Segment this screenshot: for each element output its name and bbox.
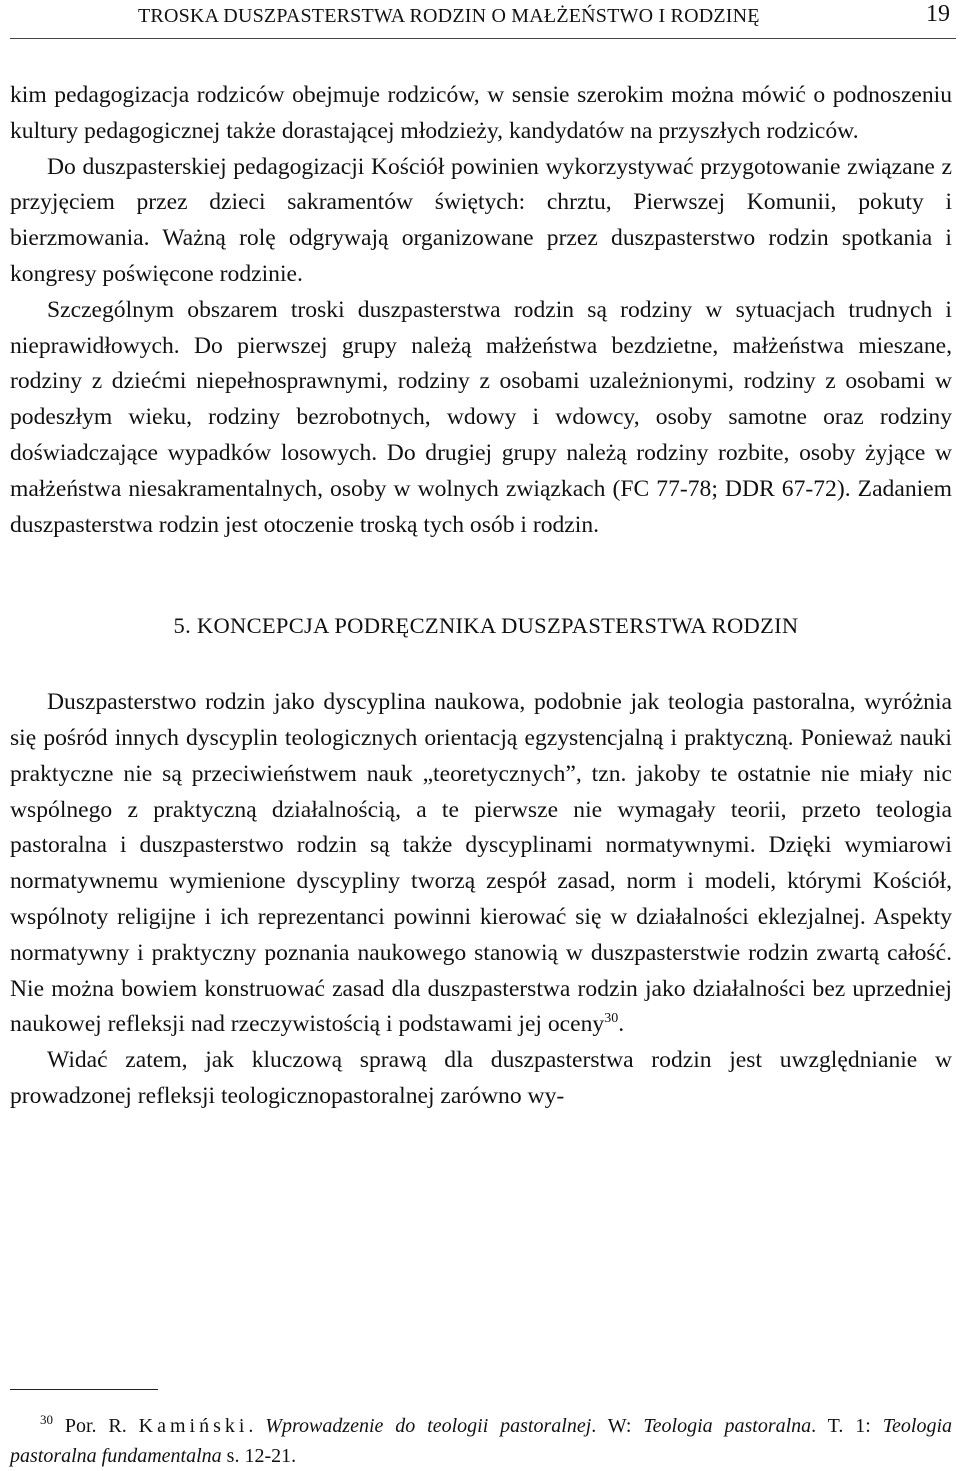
footnote-book: Teologia pastoralna: [643, 1415, 812, 1437]
running-title: TROSKA DUSZPASTERSTWA RODZIN O MAŁŻEŃSTWO I RODZINĘ: [138, 5, 760, 27]
footnote-ref[interactable]: 30: [604, 1011, 619, 1027]
footnote-subtitle: Teologia pastoralna fundamentalna: [10, 1415, 952, 1467]
running-header: [10, 0, 956, 39]
footnote: $^{30}$ Por. R. Kamiński. Wprowadzenie do teologii pastoralnej. W: Teologia pastoralna. T. 1: Teologia pastoralna fundamentalna s. 12-21.: [10, 1412, 952, 1467]
footnote-mark-wrap: [10, 1412, 53, 1437]
footnote-title: Wprowadzenie do teologii pastoralnej: [265, 1415, 592, 1437]
footnote-divider: [10, 1389, 158, 1390]
paragraph: Do duszpasterskiej pedagogizacji Kościół powinien wykorzystywać przygotowanie związane z przyjęciem przez dzieci sakramentów świętych: chrztu, Pierwszej Komunii, pokuty i bierzmowania. Ważną rolę odgrywają organizowane przez duszpasterstwo rodzin spotkania i kongresy poświęcone rodzinie.: [10, 153, 952, 287]
paragraph: Widać zatem, jak kluczową sprawą dla duszpasterstwa rodzin jest uwzględnianie w prowadzonej refleksji teologicznopastoralnej zarówno wy-: [10, 1047, 952, 1109]
paragraph-end: .: [618, 1011, 625, 1038]
paragraph-continued: kim pedagogizacja rodziców obejmuje rodziców, w sensie szerokim można mówić o podnoszeniu kultury pedagogicznej także dorastającej młodzieży, kandydatów na przyszłych rodziców.: [10, 82, 952, 144]
footnote-pages: s. 12-21.: [226, 1445, 297, 1467]
page-number: 19: [926, 1, 950, 27]
footnote-volume: . T. 1:: [811, 1415, 871, 1437]
paragraph-text: Duszpasterstwo rodzin jako dyscyplina naukowa, podobnie jak teologia pastoralna, wyróżnia się pośród innych dyscyplin teologicznych orientacją egzystencjalną i praktyczną. Ponieważ nauki praktyczne nie są przeciwieństwem nauk „teoretycznych”, tzn. jakoby te ostatnie nie miały nic wspólnego z praktyczną działalnością, a te pierwsze nie wymagały teorii, przeto teologia pastoralna i duszpasterstwo rodzin są także dyscyplinami normatywnymi. Dzięki wymiarowi normatywnemu wymienione dyscypliny tworzą zespół zasad, norm i modeli, którymi Kościół, wspólnoty religijne i ich reprezentanci powinni kierować się w działalności eklezjalnej. Aspekty normatywny i praktyczny poznania naukowego stanowią w duszpasterstwie rodzin zwartą całość. Nie można bowiem konstruować zasad dla duszpasterstwa rodzin jako działalności bez uprzedniej naukowej refleksji nad rzeczywistością i podstawami jej oceny: [10, 689, 952, 1038]
main-text: [10, 78, 952, 1115]
paragraph: [10, 685, 952, 1043]
paragraph: Szczególnym obszarem troski duszpasterstwa rodzin są rodziny w sytuacjach trudnych i nieprawidłowych. Do pierwszej grupy należą małżeństwa bezdzietne, małżeństwa mieszane, rodziny z dziećmi niepełnosprawnymi, rodziny z osobami uzależnionymi, rodziny z osobami w podeszłym wieku, rodziny bezrobotnych, wdowy i wdowcy, osoby samotne oraz rodziny doświadczające wypadków losowych. Do drugiej grupy należą rodziny rozbite, osoby żyjące w małżeństwa niesakramentalnych, osoby w wolnych związkach (FC 77-78; DDR 67-72). Zadaniem duszpasterstwa rodzin jest otoczenie troską tych osób i rodzin.: [10, 296, 952, 538]
footnote-author: Kamiński: [138, 1415, 249, 1437]
footnote-sep: . W:: [591, 1415, 632, 1437]
footnote-number: 30: [40, 1412, 53, 1427]
section-heading: 5. KONCEPCJA PODRĘCZNIKA DUSZPASTERSTWA RODZIN: [173, 613, 799, 639]
footnote-prefix: Por. R.: [64, 1415, 127, 1437]
